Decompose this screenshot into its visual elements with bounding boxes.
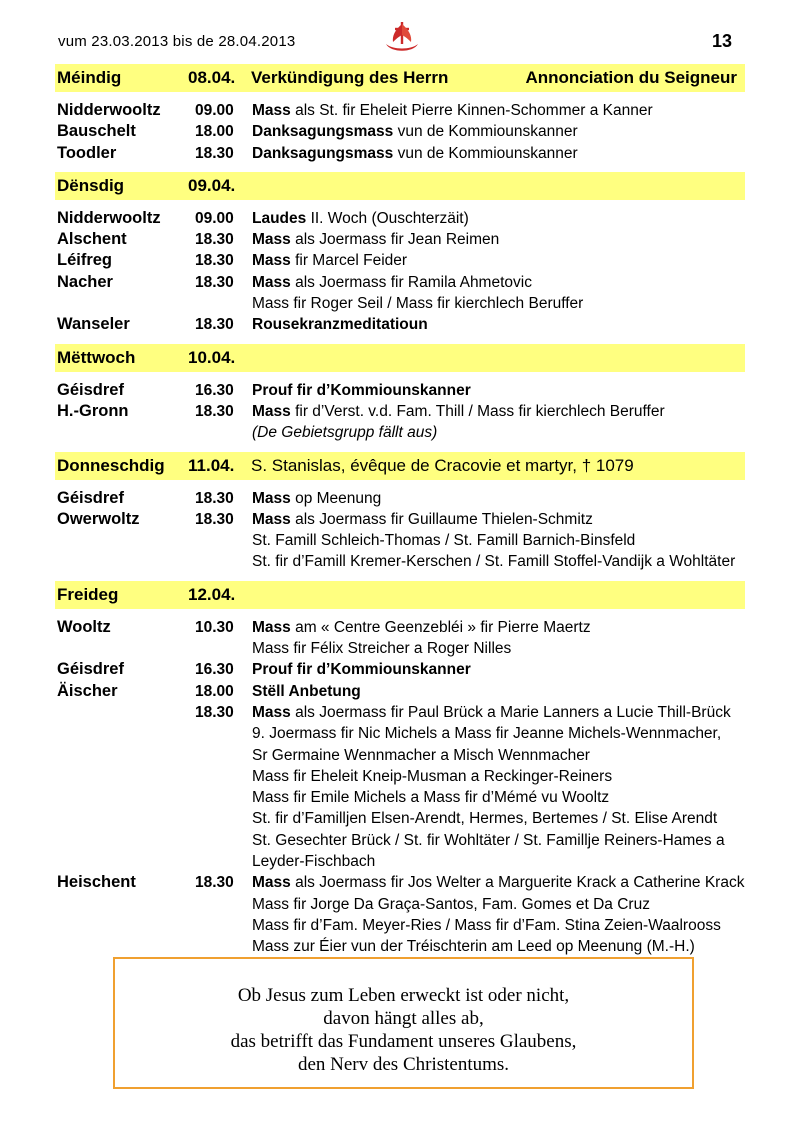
feast-name: S. Stanislas, évêque de Cracovie et martyr, † 1079 bbox=[251, 455, 634, 475]
intention-line bbox=[252, 488, 745, 509]
intention-text: am « Centre Geenzebléi » fir Pierre Maertz bbox=[290, 618, 591, 636]
place-name: Nidderwooltz bbox=[57, 208, 161, 227]
intention-line bbox=[252, 422, 745, 443]
place-name: Léifreg bbox=[57, 251, 113, 270]
service-type: Mass bbox=[252, 402, 291, 420]
service-time: 18.30 bbox=[195, 510, 234, 528]
intention-line bbox=[252, 894, 745, 915]
intention-line bbox=[252, 638, 745, 659]
service-type: Mass bbox=[252, 489, 291, 507]
intention-line bbox=[252, 851, 745, 872]
intention-line bbox=[252, 659, 745, 680]
service-time: 18.00 bbox=[195, 123, 234, 141]
place-name: Nacher bbox=[57, 272, 113, 291]
intention-text: (De Gebietsgrupp fällt aus) bbox=[252, 424, 438, 442]
service-time: 18.30 bbox=[195, 273, 234, 291]
date-range: vum 23.03.2013 bis de 28.04.2013 bbox=[58, 33, 296, 50]
intention-line bbox=[252, 830, 745, 851]
intention-line bbox=[252, 617, 745, 638]
intention-text: als Joermass fir Paul Brück a Marie Lanners a Lucie Thill-Brück bbox=[290, 703, 731, 721]
schedule-entry bbox=[55, 401, 745, 444]
service-type: Prouf fir d’Kommiounskanner bbox=[252, 381, 471, 399]
intention-text: II. Woch (Ouschterzäit) bbox=[306, 209, 469, 227]
intention-text: St. Gesechter Brück / St. fir Wohltäter / St. Famillje Reiners-Hames a bbox=[252, 831, 725, 849]
ship-cross-logo-icon bbox=[383, 20, 421, 56]
day-name: Mëttwoch bbox=[57, 347, 136, 367]
quote-box bbox=[113, 957, 694, 1089]
intention-text: 9. Joermass fir Nic Michels a Mass fir Jeanne Michels-Wennmacher, bbox=[252, 725, 722, 743]
day-header bbox=[55, 64, 745, 92]
schedule-entry bbox=[55, 272, 745, 315]
day-header bbox=[55, 452, 745, 480]
intention-line bbox=[252, 314, 745, 335]
day-name: Dënsdig bbox=[57, 175, 125, 195]
intention-line bbox=[252, 551, 745, 572]
place-name: Heischent bbox=[57, 873, 136, 892]
intention-text: Leyder-Fischbach bbox=[252, 853, 376, 871]
service-time: 18.30 bbox=[195, 874, 234, 892]
place-name: Owerwoltz bbox=[57, 509, 140, 528]
intention-text: St. fir d’Familljen Elsen-Arendt, Hermes, Bertemes / St. Elise Arendt bbox=[252, 810, 718, 828]
schedule-entry bbox=[55, 509, 745, 573]
intention-text: als Joermass fir Ramila Ahmetovic bbox=[290, 273, 532, 291]
schedule-entry bbox=[55, 702, 745, 872]
schedule-entry bbox=[55, 100, 745, 121]
intention-line bbox=[252, 702, 745, 723]
service-time: 18.30 bbox=[195, 489, 234, 507]
intention-line bbox=[252, 121, 745, 142]
day-date: 11.04. bbox=[188, 455, 235, 475]
intention-text: vun de Kommiounskanner bbox=[393, 144, 578, 162]
day-date: 12.04. bbox=[188, 584, 236, 604]
intention-text: fir d’Verst. v.d. Fam. Thill / Mass fir kierchlech Beruffer bbox=[290, 402, 665, 420]
place-name: Nidderwooltz bbox=[57, 101, 161, 119]
day-date: 09.04. bbox=[188, 175, 236, 195]
intention-line bbox=[252, 872, 745, 893]
intention-text: Sr Germaine Wennmacher a Misch Wennmacher bbox=[252, 746, 590, 764]
service-type: Danksagungsmass bbox=[252, 144, 394, 162]
day-name: Méindig bbox=[57, 68, 122, 87]
service-time: 09.00 bbox=[195, 209, 234, 227]
intention-text: Mass fir d’Fam. Meyer-Ries / Mass fir d’Fam. Stina Zeien-Waalrooss bbox=[252, 916, 721, 934]
schedule-entry bbox=[55, 229, 745, 250]
service-type: Mass bbox=[252, 874, 291, 892]
intention-line bbox=[252, 250, 745, 271]
service-time: 09.00 bbox=[195, 102, 234, 119]
intention-text: Mass fir Emile Michels a Mass fir d’Mémé vu Wooltz bbox=[252, 789, 610, 807]
intention-text: op Meenung bbox=[290, 489, 382, 507]
service-type: Mass bbox=[252, 231, 291, 249]
day-header bbox=[55, 172, 745, 200]
place-name: Géisdref bbox=[57, 488, 124, 507]
place-name: Toodler bbox=[57, 143, 117, 162]
intention-line bbox=[252, 401, 745, 422]
service-time: 18.30 bbox=[195, 144, 234, 162]
intention-text: fir Marcel Feider bbox=[290, 252, 408, 270]
intention-text: als Joermass fir Jean Reimen bbox=[290, 231, 500, 249]
quote-line: das betrifft das Fundament unseres Glaubens, bbox=[230, 1031, 577, 1052]
place-name: Äischer bbox=[57, 681, 118, 700]
service-type: Mass bbox=[252, 102, 291, 119]
mass-schedule bbox=[55, 64, 745, 958]
page-header bbox=[0, 0, 800, 60]
service-time: 16.30 bbox=[195, 381, 234, 399]
day-header bbox=[55, 344, 745, 372]
schedule-entry bbox=[55, 681, 745, 702]
service-time: 10.30 bbox=[195, 618, 234, 636]
schedule-entry bbox=[55, 208, 745, 229]
service-type: Mass bbox=[252, 618, 291, 636]
service-time: 18.30 bbox=[195, 231, 234, 249]
intention-text: Mass fir Eheleit Kneip-Musman a Reckinger-Reiners bbox=[252, 767, 613, 785]
intention-line bbox=[252, 787, 745, 808]
schedule-entry bbox=[55, 380, 745, 401]
quote-line: Ob Jesus zum Leben erweckt ist oder nicht, bbox=[237, 985, 570, 1006]
day-date: 10.04. bbox=[188, 347, 236, 367]
intention-line bbox=[252, 808, 745, 829]
service-type: Danksagungsmass bbox=[252, 123, 394, 141]
service-time: 18.00 bbox=[195, 682, 234, 700]
place-name: Géisdref bbox=[57, 660, 124, 679]
schedule-entry bbox=[55, 872, 745, 957]
intention-line bbox=[252, 530, 745, 551]
intention-line bbox=[252, 380, 745, 401]
quote-line: davon hängt alles ab, bbox=[323, 1008, 484, 1029]
place-name: Alschent bbox=[57, 230, 127, 249]
service-type: Prouf fir d’Kommiounskanner bbox=[252, 661, 471, 679]
page-number: 13 bbox=[712, 31, 733, 51]
service-type: Laudes bbox=[252, 209, 307, 227]
intention-line bbox=[252, 509, 745, 530]
service-time: 18.30 bbox=[195, 703, 234, 721]
day-header bbox=[55, 581, 745, 609]
schedule-entry bbox=[55, 617, 745, 660]
intention-text: Mass fir Félix Streicher a Roger Nilles bbox=[252, 640, 512, 658]
intention-line bbox=[252, 272, 745, 293]
place-name: Bauschelt bbox=[57, 122, 136, 141]
service-time: 18.30 bbox=[195, 252, 234, 270]
service-type: Mass bbox=[252, 703, 291, 721]
intention-line bbox=[252, 915, 745, 936]
intention-text: Mass zur Éier vun der Tréischterin am Leed op Meenung (M.-H.) bbox=[252, 938, 695, 956]
intention-line bbox=[252, 766, 745, 787]
intention-text: als St. fir Eheleit Pierre Kinnen-Schommer a Kanner bbox=[290, 102, 653, 119]
place-name: H.-Gronn bbox=[57, 401, 129, 420]
service-time: 16.30 bbox=[195, 661, 234, 679]
service-time: 18.30 bbox=[195, 316, 234, 334]
service-type: Mass bbox=[252, 252, 291, 270]
intention-line bbox=[252, 293, 745, 314]
schedule-entry bbox=[55, 250, 745, 271]
feast-name-fr: Annonciation du Seigneur bbox=[525, 68, 737, 87]
schedule-entry bbox=[55, 143, 745, 164]
day-name: Donneschdig bbox=[57, 455, 165, 475]
schedule-entry bbox=[55, 488, 745, 509]
day-date: 08.04. bbox=[188, 68, 236, 87]
intention-line bbox=[252, 100, 745, 121]
intention-line bbox=[252, 681, 745, 702]
service-type: Rousekranzmeditatioun bbox=[252, 316, 428, 334]
intention-text: als Joermass fir Guillaume Thielen-Schmitz bbox=[290, 510, 593, 528]
intention-line bbox=[252, 723, 745, 744]
intention-line bbox=[252, 229, 745, 250]
intention-text: St. fir d’Famill Kremer-Kerschen / St. Famill Stoffel-Vandijk a Wohltäter bbox=[252, 553, 736, 571]
service-type: Mass bbox=[252, 273, 291, 291]
intention-text: Mass fir Jorge Da Graça-Santos, Fam. Gomes et Da Cruz bbox=[252, 895, 650, 913]
service-time: 18.30 bbox=[195, 402, 234, 420]
intention-text: vun de Kommiounskanner bbox=[393, 123, 578, 141]
place-name: Wooltz bbox=[57, 617, 111, 636]
quote-line: den Nerv des Christentums. bbox=[297, 1054, 510, 1075]
schedule-entry bbox=[55, 659, 745, 680]
intention-text: Mass fir Roger Seil / Mass fir kierchlech Beruffer bbox=[252, 295, 584, 313]
place-name: Wanseler bbox=[57, 315, 130, 334]
service-type: Mass bbox=[252, 510, 291, 528]
service-type: Stëll Anbetung bbox=[252, 682, 361, 700]
intention-text: St. Famill Schleich-Thomas / St. Famill Barnich-Binsfeld bbox=[252, 532, 636, 550]
schedule-entry bbox=[55, 314, 745, 335]
schedule-entry bbox=[55, 121, 745, 142]
feast-name: Verkündigung des Herrn bbox=[251, 68, 449, 87]
day-name: Freideg bbox=[57, 584, 119, 604]
intention-line bbox=[252, 745, 745, 766]
intention-line bbox=[252, 143, 745, 164]
intention-line bbox=[252, 936, 745, 957]
intention-line bbox=[252, 208, 745, 229]
intention-text: als Joermass fir Jos Welter a Marguerite Krack a Catherine Krack bbox=[290, 874, 745, 892]
place-name: Géisdref bbox=[57, 380, 124, 399]
